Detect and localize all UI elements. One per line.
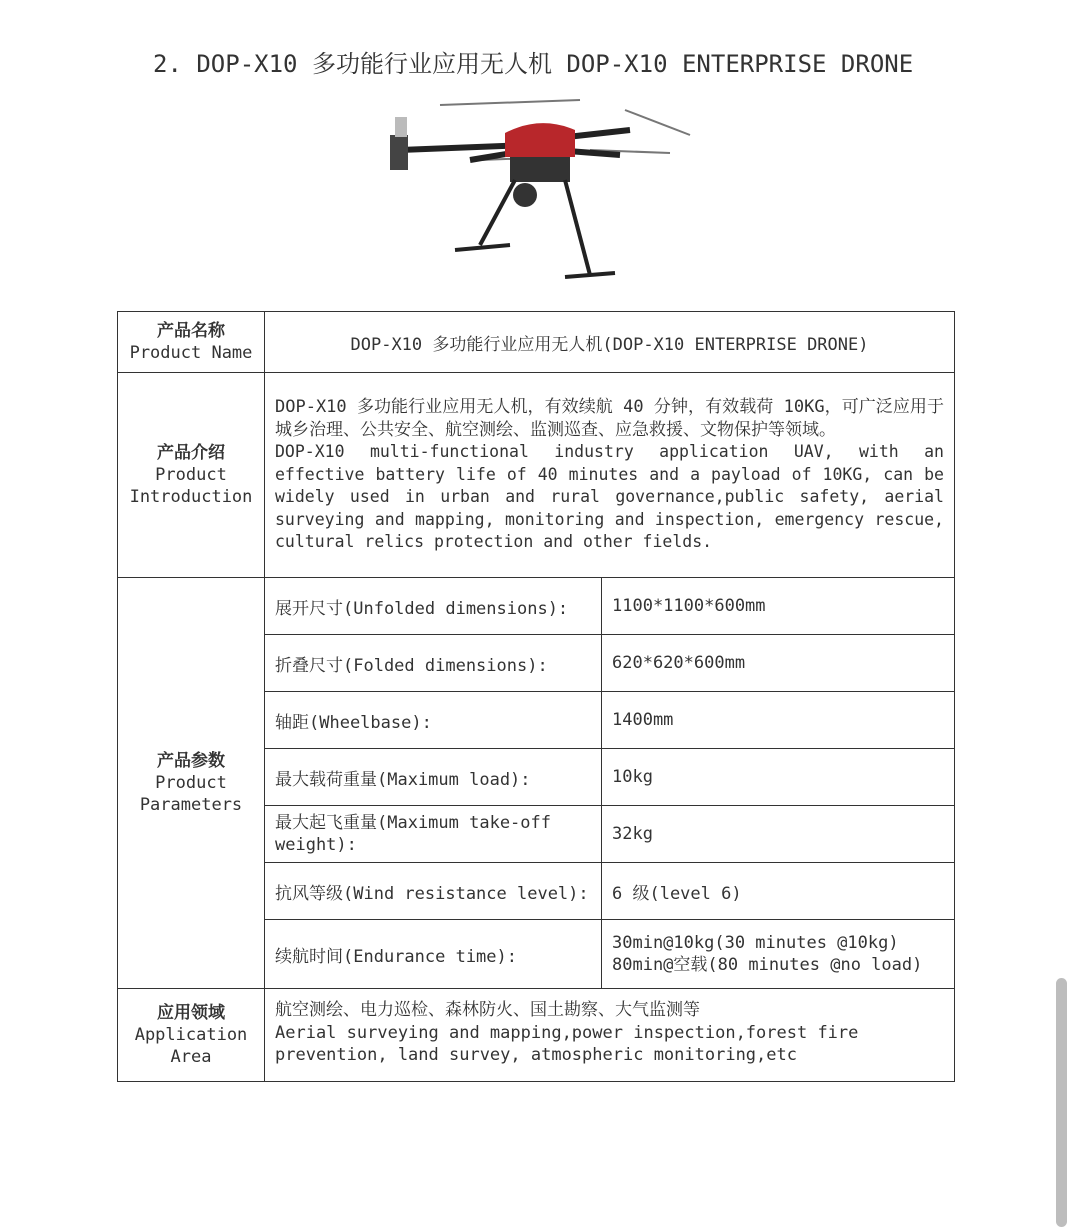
label-cn: 产品名称 — [157, 321, 225, 341]
label-en: Area — [170, 1047, 212, 1067]
param-key: 最大起飞重量(Maximum take-off weight): — [265, 806, 602, 863]
param-key: 续航时间(Endurance time): — [265, 920, 602, 989]
table-row — [118, 578, 955, 635]
label-en: Introduction — [129, 487, 253, 507]
param-value: 1400mm — [602, 692, 955, 749]
product-name: DOP-X10 多功能行业应用无人机(DOP-X10 ENTERPRISE DRONE) — [265, 312, 955, 373]
param-key: 最大载荷重量(Maximum load): — [265, 749, 602, 806]
param-value: 32kg — [602, 806, 955, 863]
param-key: 展开尺寸(Unfolded dimensions): — [265, 578, 602, 635]
label-cn: 应用领域 — [157, 1003, 225, 1023]
param-key: 抗风等级(Wind resistance level): — [265, 863, 602, 920]
section-title: 2. DOP-X10 多功能行业应用无人机 DOP-X10 ENTERPRISE DRONE — [153, 50, 914, 78]
table-row — [118, 989, 955, 1082]
drone-image — [380, 95, 700, 285]
table-row — [118, 373, 955, 578]
label-en: Product — [155, 773, 227, 793]
intro-en: DOP-X10 multi-functional industry application UAV, with an effective battery life of 40 minutes and a payload of 10KG, can be widely used in urban and rural governance,public safety, aerial surveying and mapping, monitoring and inspection, emergency rescue, cultural relics protection and other fields. — [275, 442, 944, 552]
param-key: 折叠尺寸(Folded dimensions): — [265, 635, 602, 692]
intro-cn: DOP-X10 多功能行业应用无人机，有效续航 40 分钟，有效载荷 10KG，可广泛应用于城乡治理、公共安全、航空测绘、监测巡查、应急救援、文物保护等领域。 — [275, 397, 944, 440]
param-value: 620*620*600mm — [602, 635, 955, 692]
param-key: 轴距(Wheelbase): — [265, 692, 602, 749]
label-en: Product — [155, 465, 227, 485]
param-value: 10kg — [602, 749, 955, 806]
param-value: 30min@10kg(30 minutes @10kg) — [612, 932, 899, 953]
label-en: Parameters — [139, 795, 243, 815]
label-en: Product Name — [129, 343, 253, 363]
label-cn: 产品参数 — [157, 751, 225, 771]
spec-table — [117, 311, 955, 1082]
label-cn: 产品介绍 — [157, 443, 225, 463]
param-value: 80min@空载(80 minutes @no load) — [612, 955, 923, 975]
app-cn: 航空测绘、电力巡检、森林防火、国土勘察、大气监测等 — [275, 1000, 700, 1020]
label-en: Application — [134, 1025, 248, 1045]
app-en: Aerial surveying and mapping,power inspection,forest fire prevention, land survey, atmospheric monitoring,etc — [275, 1022, 859, 1065]
table-row — [118, 312, 955, 373]
param-value: 1100*1100*600mm — [602, 578, 955, 635]
scrollbar[interactable] — [1056, 978, 1067, 1227]
param-value: 6 级(level 6) — [602, 863, 955, 920]
